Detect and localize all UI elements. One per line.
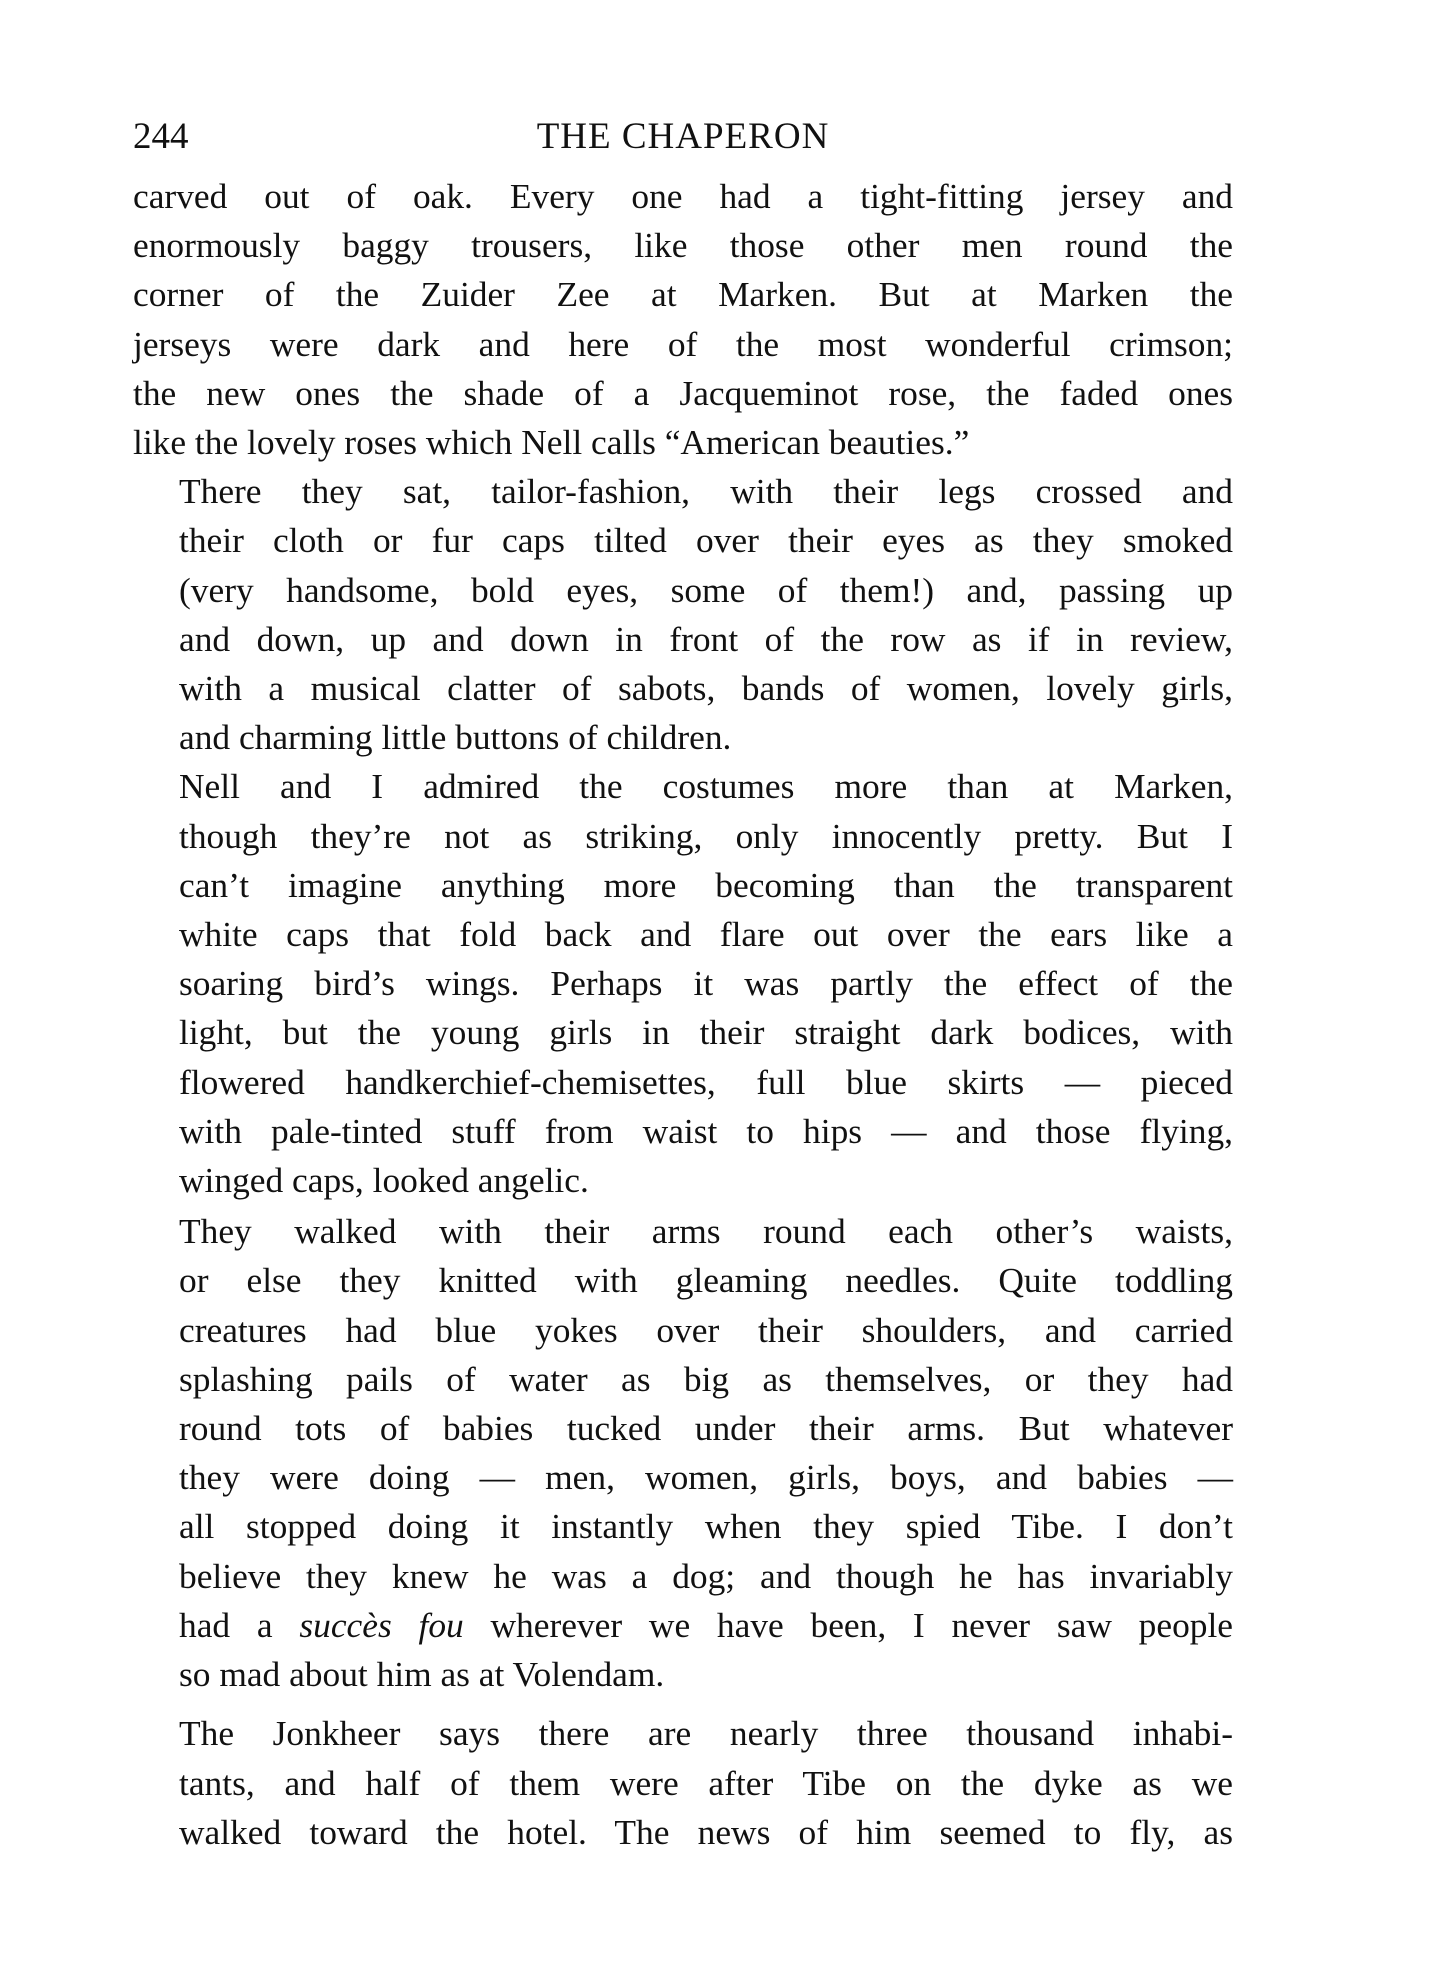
text-line: (very handsome, bold eyes, some of them!) and, passing up — [179, 569, 1233, 610]
text-line: They walked with their arms round each other’s waists, — [179, 1211, 1233, 1252]
text-line: with a musical clatter of sabots, bands of women, lovely girls, — [179, 668, 1233, 709]
paragraph-4 — [133, 1207, 1233, 1699]
text-line: so mad about him as at Volendam. — [179, 1654, 665, 1695]
text-line: splashing pails of water as big as themselves, or they had — [179, 1358, 1233, 1399]
text-line: soaring bird’s wings. Perhaps it was partly the effect of the — [179, 963, 1233, 1004]
text-line: The Jonkheer says there are nearly three thousand inhabi- — [179, 1713, 1233, 1754]
text-line: all stopped doing it instantly when they spied Tibe. I don’t — [179, 1506, 1233, 1547]
text-line: creatures had blue yokes over their shoulders, and carried — [179, 1309, 1233, 1350]
text-line: or else they knitted with gleaming needles. Quite toddling — [179, 1260, 1233, 1301]
text-fragment: wherever we have been, I never saw people — [463, 1604, 1233, 1645]
text-line: carved out of oak. Every one had a tight-fitting jersey and — [133, 176, 1233, 216]
text-line: jerseys were dark and here of the most wonderful crimson; — [133, 323, 1233, 364]
text-line: they were doing — men, women, girls, boys, and babies — — [179, 1457, 1233, 1498]
text-line: Nell and I admired the costumes more than at Marken, — [179, 766, 1233, 807]
text-line: white caps that fold back and flare out over the ears like a — [179, 914, 1233, 955]
text-line: and down, up and down in front of the row as if in review, — [179, 618, 1233, 659]
text-line: There they sat, tailor-fashion, with their legs crossed and — [179, 471, 1233, 512]
text-fragment: had a — [179, 1604, 300, 1645]
paragraph-5 — [133, 1709, 1233, 1857]
text-line: though they’re not as striking, only innocently pretty. But I — [179, 815, 1233, 856]
text-line: enormously baggy trousers, like those other men round the — [133, 225, 1233, 266]
text-line: the new ones the shade of a Jacqueminot rose, the faded ones — [133, 372, 1233, 413]
paragraph-1 — [133, 172, 1233, 467]
paragraph-3 — [133, 762, 1233, 1205]
body-text — [133, 172, 1233, 1857]
text-line: with pale-tinted stuff from waist to hips — and those flying, — [179, 1110, 1233, 1151]
text-line-with-italic — [133, 1601, 1233, 1650]
page-header — [133, 110, 1233, 164]
page-number: 244 — [133, 116, 189, 157]
text-line: tants, and half of them were after Tibe on the dyke as we — [179, 1762, 1233, 1803]
text-line: light, but the young girls in their straight dark bodices, with — [179, 1012, 1233, 1053]
text-line: winged caps, looked angelic. — [179, 1160, 589, 1201]
text-line: and charming little buttons of children. — [179, 717, 732, 758]
text-line: their cloth or fur caps tilted over their eyes as they smoked — [179, 520, 1233, 561]
running-title: THE CHAPERON — [536, 116, 830, 157]
text-line: like the lovely roses which Nell calls “American beauties.” — [133, 422, 970, 463]
text-line: flowered handkerchief-chemisettes, full blue skirts — pieced — [179, 1061, 1233, 1102]
text-line: believe they knew he was a dog; and though he has invariably — [179, 1555, 1233, 1596]
text-line: round tots of babies tucked under their arms. But whatever — [179, 1408, 1233, 1449]
text-line: corner of the Zuider Zee at Marken. But at Marken the — [133, 274, 1233, 315]
text-line: can’t imagine anything more becoming than the transparent — [179, 864, 1233, 905]
text-line: walked toward the hotel. The news of him seemed to fly, as — [179, 1811, 1233, 1852]
italic-phrase: succès fou — [299, 1604, 464, 1645]
paragraph-2 — [133, 467, 1233, 762]
